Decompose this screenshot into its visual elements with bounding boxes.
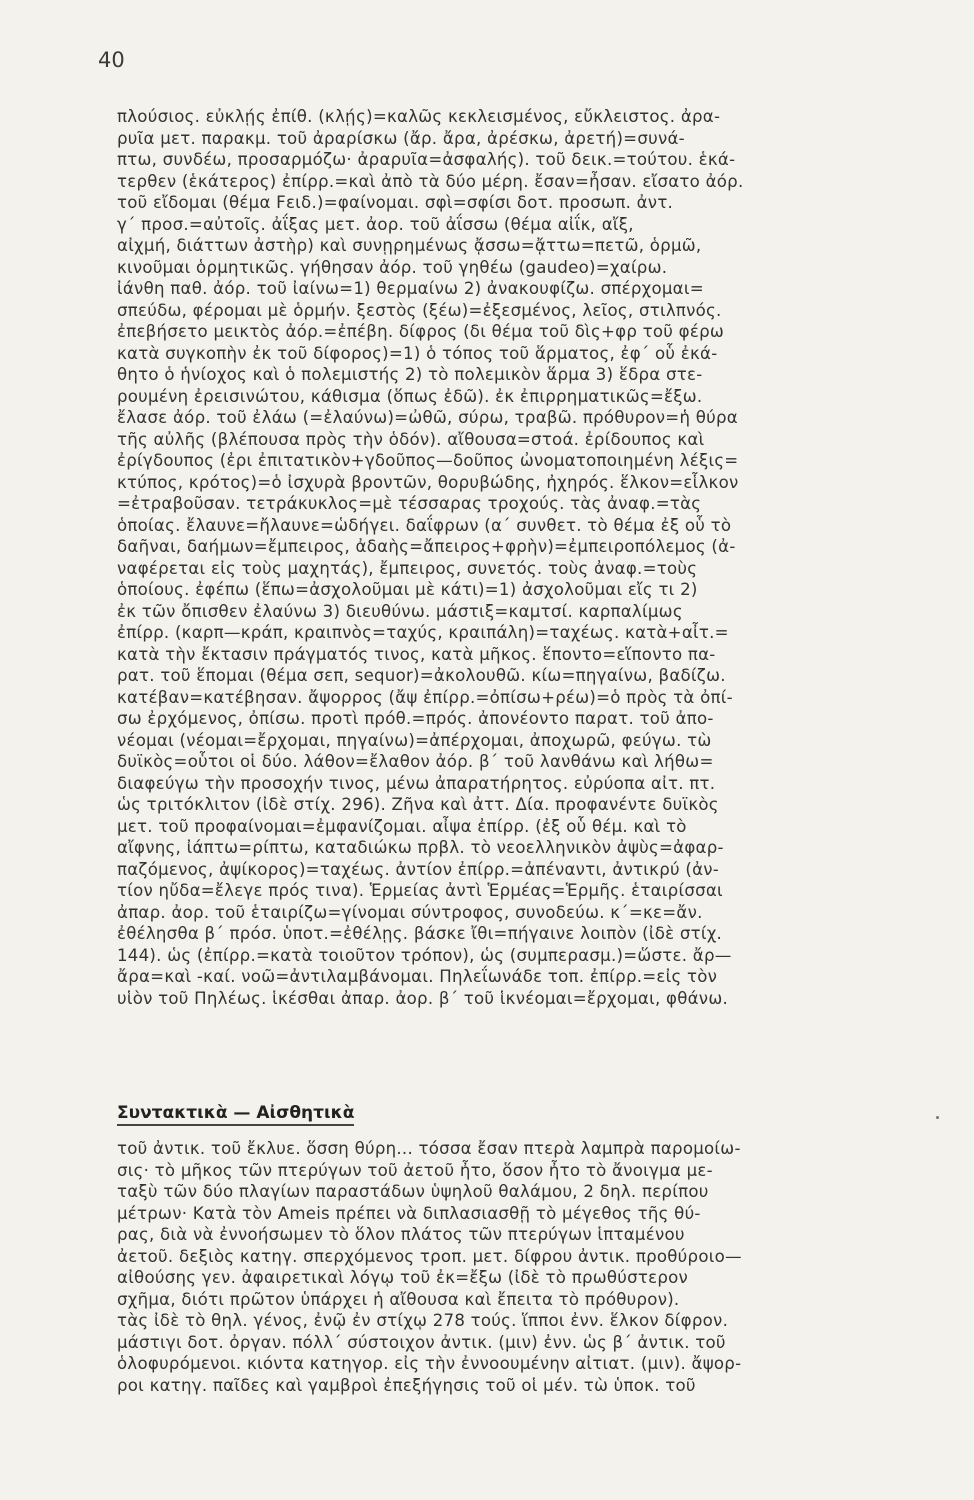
text-line: κτύπος, κρότος)=ὁ ἰσχυρὰ βροντῶν, θορυβώδης, ἠχηρός. ἕλκον=εἷλκον bbox=[117, 472, 739, 492]
text-line: ροι κατηγ. παῖδες καὶ γαμβροὶ ἐπεξήγησις τοῦ οἱ μέν. τὼ ὑποκ. τοῦ bbox=[117, 1375, 696, 1395]
text-line: σω ἐρχόμενος, ὀπίσω. προτὶ πρόθ.=πρός. ἀπονέοντο παρατ. τοῦ ἀπο- bbox=[117, 709, 714, 728]
text-line: ὁποίους. ἐφέπω (ἕπω=ἀσχολοῦμαι μὲ κάτι)=1) ἀσχολοῦμαι εἴς τι 2) bbox=[117, 580, 698, 599]
text-line: ἔλασε ἀόρ. τοῦ ἐλάω (=ἐλαύνω)=ὠθῶ, σύρω, τραβῶ. πρόθυρον=ἡ θύρα bbox=[117, 408, 738, 427]
text-line: μέτρων· Κατὰ τὸν Ameis πρέπει νὰ διπλασιασθῇ τὸ μέγεθος τῆς θύ- bbox=[117, 1203, 701, 1223]
text-line: σχῆμα, διότι πρῶτον ὑπάρχει ἡ αἴθουσα καὶ ἔπειτα τὸ πρόθυρον). bbox=[117, 1289, 680, 1309]
text-line: ἄρα=καὶ -καί. νοῶ=ἀντιλαμβάνομαι. Πηλεΐωνάδε τοπ. ἐπίρρ.=εἰς τὸν bbox=[117, 967, 718, 986]
text-line: σπεύδω, φέρομαι μὲ ὁρμήν. ξεστὸς (ξέω)=ἐξεσμένος, λεῖος, στιλπνός. bbox=[117, 300, 722, 320]
text-line: ναφέρεται εἰς τοὺς μαχητάς), ἔμπειρος, συνετός. τοὺς ἀναφ.=τοὺς bbox=[117, 558, 698, 578]
text-line: κατὰ τὴν ἔκτασιν πράγματός τινος, κατὰ μῆκος. ἕποντο=εἵποντο πα- bbox=[117, 644, 716, 664]
text-line: πτω, συνδέω, προσαρμόζω· ἀραρυῖα=ἀσφαλής). τοῦ δεικ.=τούτου. ἑκά- bbox=[117, 150, 736, 169]
text-line: τὰς ἰδὲ τὸ θηλ. γένος, ἐνῷ ἐν στίχῳ 278 τούς. ἵπποι ἐνν. ἕλκον δίφρον. bbox=[117, 1311, 729, 1330]
page-number: 40 bbox=[98, 48, 125, 72]
section-heading: Συντακτικὰ — Αἰσθητικὰ bbox=[117, 1103, 354, 1126]
notes-text bbox=[117, 1138, 849, 1396]
text-line: ἐθέλησθα β΄ πρόσ. ὑποτ.=ἐθέλῃς. βάσκε ἴθι=πήγαινε λοιπὸν (ἰδὲ στίχ. bbox=[117, 924, 723, 943]
text-line: μετ. τοῦ προφαίνομαι=ἐμφανίζομαι. αἶψα ἐπίρρ. (ἐξ οὗ θέμ. καὶ τὸ bbox=[117, 816, 687, 836]
text-line: αἰχμή, διάττων ἀστὴρ) καὶ συνῃρημένως ᾄσσω=ᾄττω=πετῶ, ὁρμῶ, bbox=[117, 236, 702, 255]
text-line: ἐρίγδουπος (ἐρι ἐπιτατικὸν+γδοῦπος—δοῦπος ὠνοματοποιημένη λέξις= bbox=[117, 451, 739, 470]
text-line: ὁποίας. ἔλαυνε=ἤλαυνε=ὡδήγει. δαΐφρων (α΄ συνθετ. τὸ θέμα ἐξ οὗ τὸ bbox=[117, 515, 732, 535]
text-line: δυϊκὸς=οὗτοι οἱ δύο. λάθον=ἔλαθον ἀόρ. β΄ τοῦ λανθάνω καὶ λήθω= bbox=[117, 752, 714, 771]
text-line: τερθεν (ἑκάτερος) ἐπίρρ.=καὶ ἀπὸ τὰ δύο μέρη. ἔσαν=ἦσαν. εἴσατο ἀόρ. bbox=[117, 171, 744, 191]
text-line: θητο ὁ ἡνίοχος καὶ ὁ πολεμιστής 2) τὸ πολεμικὸν ἅρμα 3) ἕδρα στε- bbox=[117, 365, 703, 384]
text-line: αἰθούσης γεν. ἀφαιρετικαὶ λόγῳ τοῦ ἐκ=ἔξω (ἰδὲ τὸ πρωθύστερον bbox=[117, 1268, 689, 1287]
text-line: διαφεύγω τὴν προσοχήν τινος, μένω ἀπαρατήρητος. εὐρύοπα αἰτ. πτ. bbox=[117, 773, 716, 793]
text-line: ὡς τριτόκλιτον (ἰδὲ στίχ. 296). Ζῆνα καὶ ἀττ. Δία. προφανέντε δυϊκὸς bbox=[117, 795, 719, 814]
text-line: πλούσιος. εὐκλῄς ἐπίθ. (κλῄς)=καλῶς κεκλεισμένος, εὔκλειστος. ἀρα- bbox=[117, 107, 721, 126]
text-line: τῆς αὐλῆς (βλέπουσα πρὸς τὴν ὁδόν). αἴθουσα=στοά. ἐρίδουπος καὶ bbox=[117, 429, 705, 449]
text-line: τοῦ εἴδομαι (θέμα Fειδ.)=φαίνομαι. σφὶ=σφίσι δοτ. προσωπ. ἀντ. bbox=[117, 193, 674, 212]
text-line: ρας, διὰ νὰ ἐννοήσωμεν τὸ ὅλον πλάτος τῶν πτερύγων ἱπταμένου bbox=[117, 1225, 685, 1244]
text-line: κινοῦμαι ὁρμητικῶς. γήθησαν ἀόρ. τοῦ γηθέω (gaudeo)=χαίρω. bbox=[117, 257, 668, 277]
text-line: ρουμένη ἐρεισινώτου, κάθισμα (ὅπως ἐδῶ). ἐκ ἐπιρρηματικῶς=ἔξω. bbox=[117, 386, 703, 406]
text-line: αἴφνης, ἰάπτω=ρίπτω, καταδιώκω πρβλ. τὸ νεοελληνικὸν ἀψὺς=ἀφαρ- bbox=[117, 838, 724, 857]
text-line: ρυῖα μετ. παρακμ. τοῦ ἀραρίσκω (ἄρ. ἄρα, ἀρέσκω, ἀρετή)=συνά- bbox=[117, 128, 685, 148]
text-line: σις· τὸ μῆκος τῶν πτερύγων τοῦ ἀετοῦ ἦτο, ὅσον ἦτο τὸ ἄνοιγμα με- bbox=[117, 1160, 713, 1180]
text-line: 144). ὡς (ἐπίρρ.=κατὰ τοιοῦτον τρόπον), ὡς (συμπερασμ.)=ὥστε. ἄρ— bbox=[117, 945, 732, 965]
text-line: ἐκ τῶν ὄπισθεν ἐλαύνω 3) διευθύνω. μάστιξ=καμτσί. καρπαλίμως bbox=[117, 601, 683, 621]
glossary-text bbox=[117, 106, 849, 1074]
text-line: =ἐτραβοῦσαν. τετράκυκλος=μὲ τέσσαρας τροχούς. τὰς ἀναφ.=τὰς bbox=[117, 494, 702, 513]
text-line: κατὰ συγκοπὴν ἐκ τοῦ δίφορος)=1) ὁ τόπος τοῦ ἅρματος, ἐφ΄ οὗ ἐκά- bbox=[117, 343, 718, 363]
text-line: νέομαι (νέομαι=ἔρχομαι, πηγαίνω)=ἀπέρχομαι, ἀποχωρῶ, φεύγω. τὼ bbox=[117, 730, 712, 750]
text-line: ἐπεβήσετο μεικτὸς ἀόρ.=ἐπέβη. δίφρος (δι θέμα τοῦ δὶς+φρ τοῦ φέρω bbox=[117, 322, 725, 341]
text-line: κατέβαν=κατέβησαν. ἄψορρος (ἄψ ἐπίρρ.=ὀπίσω+ρέω)=ὁ πρὸς τὰ ὀπί- bbox=[117, 687, 733, 707]
text-line bbox=[117, 1009, 849, 1031]
print-speck bbox=[936, 1116, 939, 1119]
text-line: μάστιγι δοτ. ὀργαν. πόλλ΄ σύστοιχον ἀντικ. (μιν) ἐνν. ὡς β΄ ἀντικ. τοῦ bbox=[117, 1332, 726, 1352]
text-line bbox=[117, 1031, 849, 1053]
text-line: τίον ηὔδα=ἔλεγε πρός τινα). Ἑρμείας ἀντὶ Ἑρμέας=Ἑρμῆς. ἑταιρίσσαι bbox=[117, 881, 723, 900]
text-line: γ΄ προσ.=αὐτοῖς. ἀΐξας μετ. ἀορ. τοῦ ἀΐσσω (θέμα αἰΐκ, αἴξ, bbox=[117, 214, 634, 234]
text-line bbox=[117, 1052, 849, 1074]
text-line: υἱὸν τοῦ Πηλέως. ἱκέσθαι ἀπαρ. ἀορ. β΄ τοῦ ἱκνέομαι=ἔρχομαι, φθάνω. bbox=[117, 988, 728, 1008]
text-line: παζόμενος, ἀψίκορος)=ταχέως. ἀντίον ἐπίρρ.=ἀπέναντι, ἀντικρύ (ἀν- bbox=[117, 859, 720, 879]
text-line: ἐπίρρ. (καρπ—κράπ, κραιπνὸς=ταχύς, κραιπάλη)=ταχέως. κατὰ+αἶτ.= bbox=[117, 623, 729, 642]
text-line: ἀετοῦ. δεξιὸς κατηγ. σπερχόμενος τροπ. μετ. δίφρου ἀντικ. προθύροιο— bbox=[117, 1246, 742, 1266]
text-line: τοῦ ἀντικ. τοῦ ἔκλυε. ὅσση θύρη... τόσσα ἔσαν πτερὰ λαμπρὰ παρομοίω- bbox=[117, 1139, 741, 1158]
text-line: ὁλοφυρόμενοι. κιόντα κατηγορ. εἰς τὴν ἐννοουμένην αἰτιατ. (μιν). ἄψορ- bbox=[117, 1354, 742, 1373]
text-line: ἰάνθη παθ. ἀόρ. τοῦ ἰαίνω=1) θερμαίνω 2) ἀνακουφίζω. σπέρχομαι= bbox=[117, 279, 704, 298]
text-line: δαῆναι, δαήμων=ἔμπειρος, ἀδαὴς=ἄπειρος+φρὴν)=ἐμπειροπόλεμος (ἀ- bbox=[117, 537, 736, 556]
text-line: ἀπαρ. ἀορ. τοῦ ἑταιρίζω=γίνομαι σύντροφος, συνοδεύω. κ΄=κε=ἄν. bbox=[117, 902, 703, 922]
text-line: ρατ. τοῦ ἕπομαι (θέμα σεπ, sequor)=ἀκολουθῶ. κίω=πηγαίνω, βαδίζω. bbox=[117, 666, 726, 685]
text-line: ταξὺ τῶν δύο πλαγίων παραστάδων ὑψηλοῦ θαλάμου, 2 δηλ. περίπου bbox=[117, 1182, 709, 1201]
